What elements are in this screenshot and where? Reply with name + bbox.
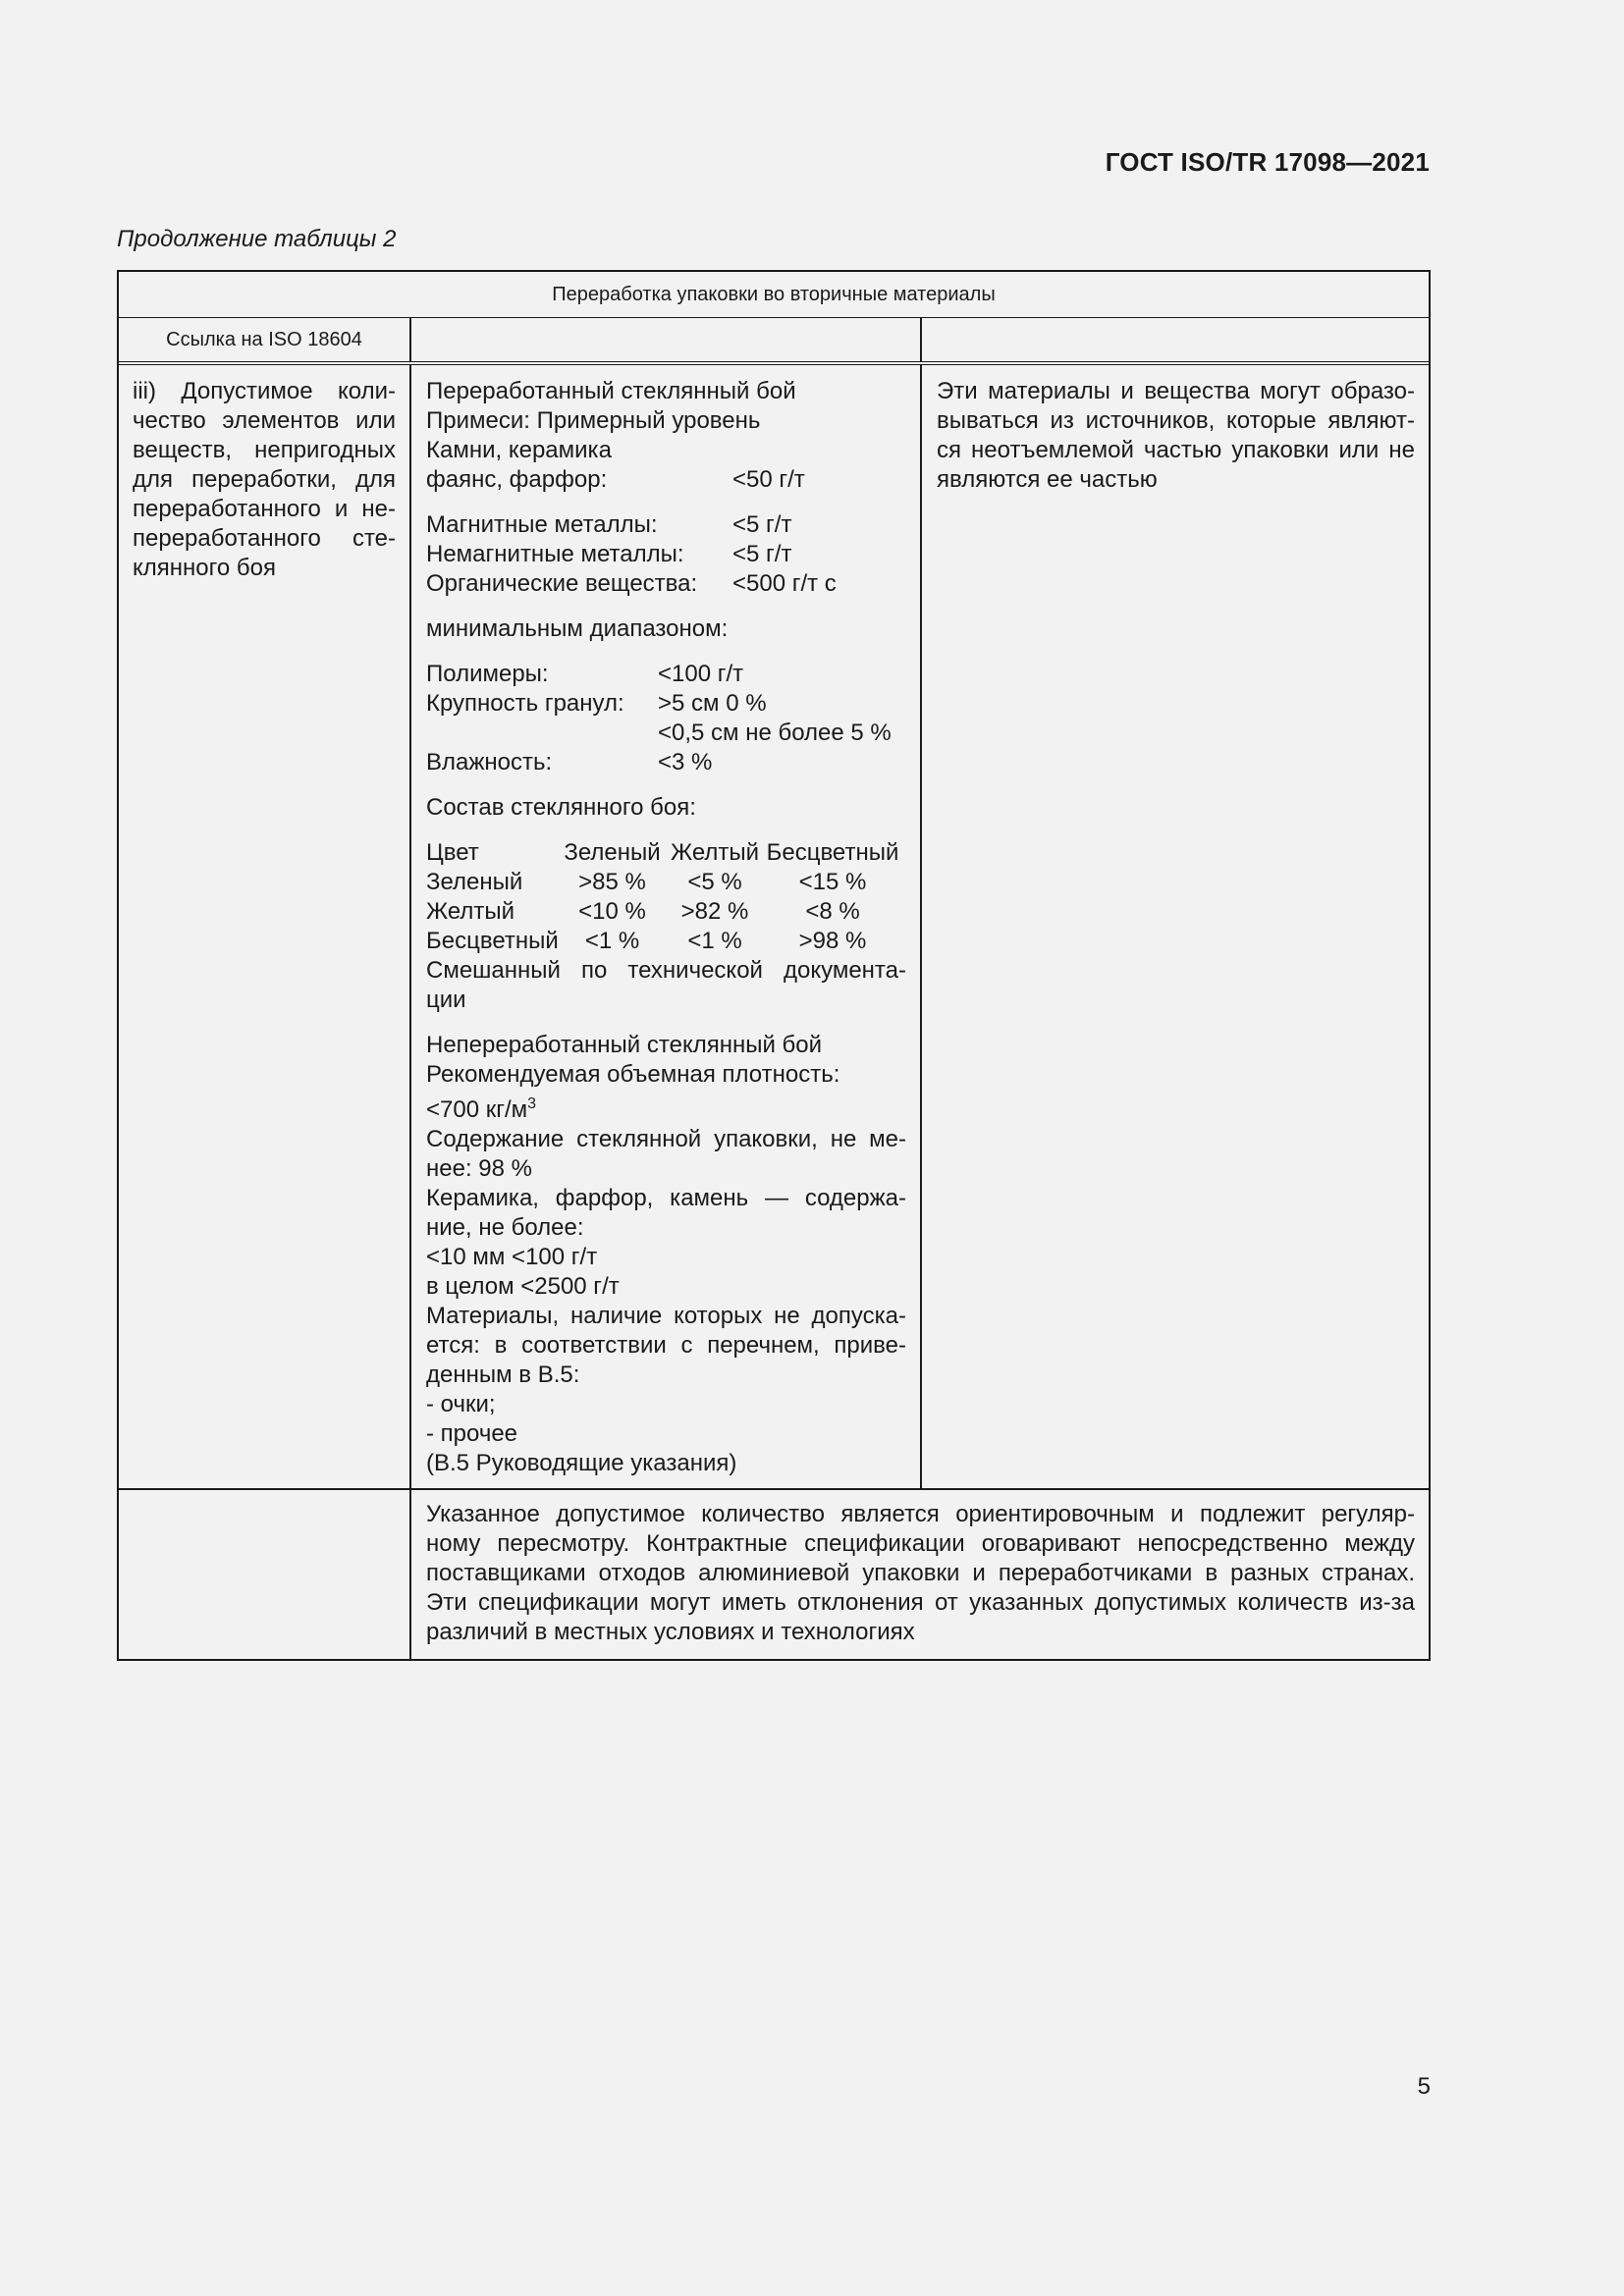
cell-line: для переработки, для (133, 466, 396, 493)
faience-row (426, 465, 906, 495)
composition-row (426, 868, 906, 897)
remarks-cell (922, 365, 1429, 1488)
grid-cell: Бесцветный (426, 928, 559, 954)
grid-cell: Зеленый (426, 869, 523, 895)
grain-size-row (426, 689, 906, 719)
moisture-row (426, 748, 906, 777)
cell-line: вываться из источников, которые являют- (937, 407, 1415, 434)
magnetic-metals-row (426, 510, 906, 540)
text-line: - прочее (426, 1420, 518, 1447)
composition-title: Состав стеклянного боя: (426, 794, 696, 821)
nonmagnetic-label: Немагнитные металлы: (426, 541, 684, 567)
grid-cell: >82 % (680, 898, 749, 925)
cell-line: являются ее частью (937, 466, 1158, 493)
page-number: 5 (1417, 2073, 1431, 2100)
grid-cell: <5 % (687, 869, 742, 895)
impurities-heading: Примеси: Примерный уровень (426, 407, 761, 434)
cell-line: переработанного сте- (133, 525, 396, 552)
stones-ceramics: Камни, керамика (426, 437, 612, 463)
document-id: ГОСТ ISO/TR 17098—2021 (1105, 147, 1430, 177)
grid-cell: Желтый (426, 898, 515, 925)
cell-line: чество элементов или (133, 407, 396, 434)
density-value: <700 $кг/м^3$ (426, 1095, 537, 1123)
nonmagnetic-value: <5 г/т (732, 541, 792, 567)
grid-cell: Зеленый (564, 839, 661, 866)
grid-cell: <8 % (805, 898, 860, 925)
organic-value: <500 г/т с (732, 570, 837, 597)
note-line: Указанное допустимое количество является ориентировочным и подлежит регуляр- (426, 1501, 1415, 1527)
composition-row (426, 897, 906, 927)
grid-cell: <1 % (584, 928, 640, 954)
requirement-name-cell (119, 365, 411, 1488)
grain-size-row-2 (426, 719, 906, 748)
text-line: Материалы, наличие которых не допуска- (426, 1303, 906, 1329)
faience-value: <50 г/т (732, 466, 805, 493)
grid-cell: >98 % (798, 928, 867, 954)
note-line: поставщиками отходов алюминиевой упаковки и переработчиками в разных странах. (426, 1560, 1415, 1586)
table-caption: Продолжение таблицы 2 (117, 226, 397, 252)
recycling-table (117, 270, 1431, 1661)
grain-value-2: <0,5 см не более 5 % (658, 720, 892, 746)
reference-empty-cell (922, 318, 1429, 361)
text-line: ние, не более: (426, 1214, 584, 1241)
unprocessed-block (426, 1031, 906, 1478)
text-line: в целом <2500 г/т (426, 1273, 620, 1300)
text-line: денным в В.5: (426, 1362, 580, 1388)
cell-line: iii) Допустимое коли- (133, 378, 396, 404)
text-line: Керамика, фарфор, камень — содержа- (426, 1185, 906, 1211)
text-line: <10 мм <100 г/т (426, 1244, 598, 1270)
grain-label: Крупность гранул: (426, 690, 624, 717)
polymers-value: <100 г/т (658, 661, 744, 687)
grid-cell: Цвет (426, 839, 479, 866)
processed-cullet-title: Переработанный стеклянный бой (426, 378, 796, 404)
requirements-row (119, 365, 1429, 1490)
magnetic-value: <5 г/т (732, 511, 792, 538)
note-empty-cell (119, 1490, 411, 1659)
polymers-row (426, 660, 906, 689)
text-line: Содержание стеклянной упаковки, не ме- (426, 1126, 906, 1152)
magnetic-label: Магнитные металлы: (426, 511, 658, 538)
grid-cell: >85 % (578, 869, 646, 895)
unprocessed-title: Непереработанный стеклянный бой (426, 1032, 823, 1058)
organic-label: Органические вещества: (426, 570, 698, 597)
grid-cell: Желтый (670, 839, 760, 866)
reference-row (119, 318, 1429, 365)
composition-header (426, 838, 906, 868)
cell-line: веществ, непригодных (133, 437, 396, 463)
min-range-text: минимальным диапазоном: (426, 615, 729, 642)
grain-value: >5 см 0 % (658, 690, 767, 717)
cell-line: переработанного и не- (133, 496, 396, 522)
mixed-text: Смешанный по технической документа- (426, 957, 906, 984)
note-cell (411, 1490, 1429, 1659)
moisture-label: Влажность: (426, 749, 553, 775)
note-line: ному пересмотру. Контрактные спецификации оговаривают непосредственно между (426, 1530, 1415, 1557)
mixed-text-2: ции (426, 987, 466, 1013)
text-line: ется: в соответствии с перечнем, приве- (426, 1332, 906, 1359)
nonmagnetic-metals-row (426, 540, 906, 569)
reference-label: Ссылка на ISO 18604 (119, 318, 411, 361)
note-line: Эти спецификации могут иметь отклонения от указанных допустимых количеств из-за (426, 1589, 1415, 1616)
cell-line: клянного боя (133, 555, 276, 581)
text-line: (В.5 Руководящие указания) (426, 1450, 737, 1476)
note-line: различий в местных условиях и технологиях (426, 1619, 915, 1645)
requirement-values-cell (411, 365, 922, 1488)
density-heading: Рекомендуемая объемная плотность: (426, 1061, 840, 1088)
faience-label: фаянс, фарфор: (426, 466, 608, 493)
table-title: Переработка упаковки во вторичные материалы (119, 272, 1429, 318)
grid-cell: <1 % (687, 928, 742, 954)
grid-cell: <15 % (798, 869, 867, 895)
text-line: нее: 98 % (426, 1155, 532, 1182)
moisture-value: <3 % (658, 749, 713, 775)
composition-row (426, 927, 906, 956)
cell-line: Эти материалы и вещества могут образо- (937, 378, 1415, 404)
organic-row (426, 569, 906, 599)
composition-grid (426, 838, 906, 1015)
grid-cell: Бесцветный (766, 839, 899, 866)
grid-cell: <10 % (578, 898, 646, 925)
text-line: - очки; (426, 1391, 496, 1417)
reference-empty-cell (411, 318, 922, 361)
note-row (119, 1490, 1429, 1659)
polymers-label: Полимеры: (426, 661, 549, 687)
cell-line: ся неотъемлемой частью упаковки или не (937, 437, 1415, 463)
